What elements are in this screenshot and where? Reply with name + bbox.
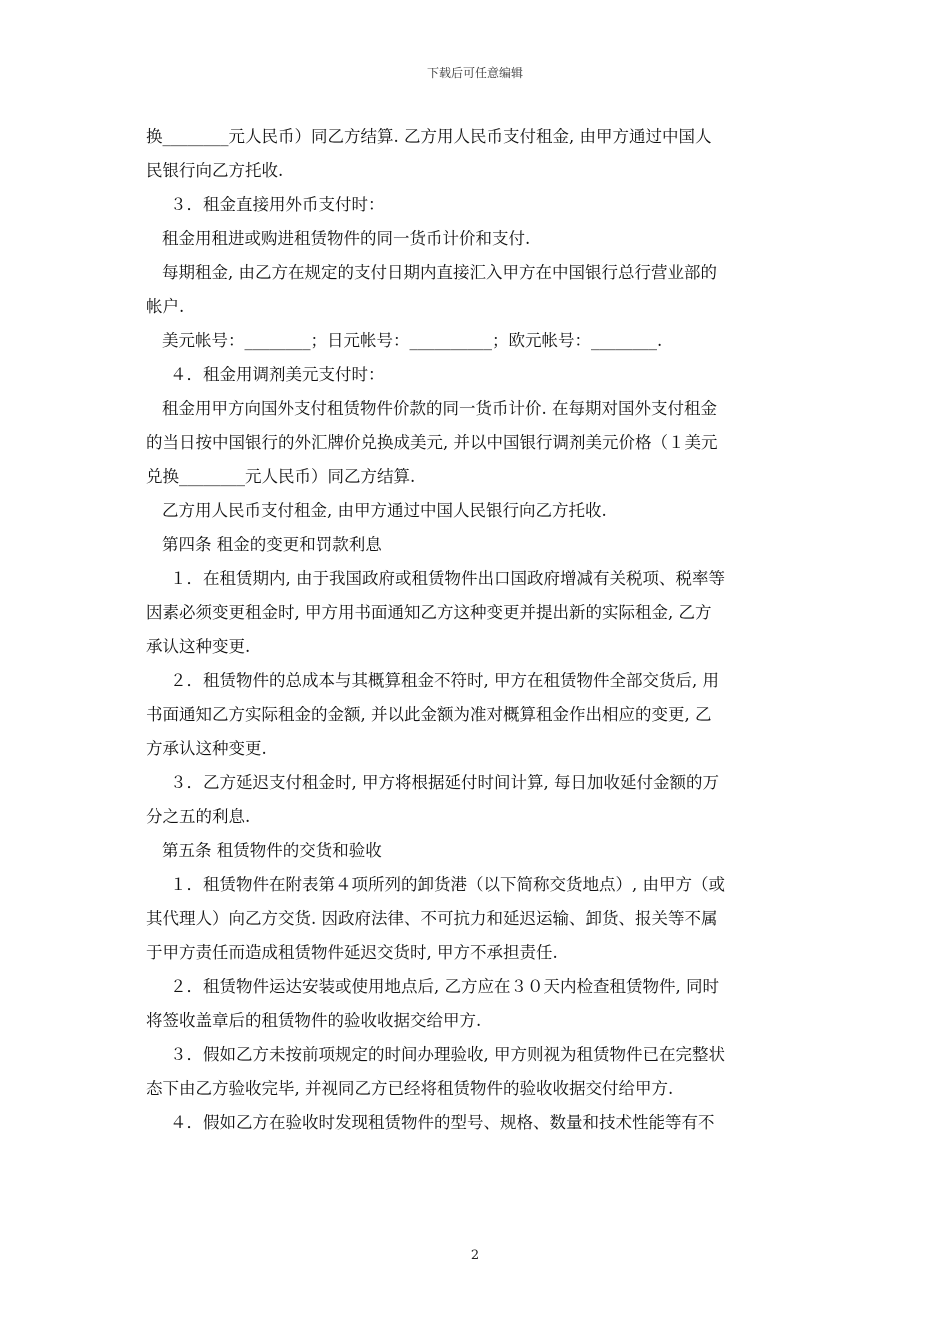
text-line: 因素必须变更租金时, 甲方用书面通知乙方这种变更并提出新的实际租金, 乙方 xyxy=(146,603,712,622)
text-line: ３．租金直接用外币支付时： xyxy=(170,195,385,214)
text-line: 的当日按中国银行的外汇牌价兑换成美元, 并以中国银行调剂美元价格（１美元 xyxy=(146,433,718,452)
text-line: 第五条 租赁物件的交货和验收 xyxy=(162,841,382,860)
text-line: 租金用甲方向国外支付租赁物件价款的同一货币计价. 在每期对国外支付租金 xyxy=(162,399,717,418)
text-line: ２．租赁物件的总成本与其概算租金不符时, 甲方在租赁物件全部交货后, 用 xyxy=(170,671,719,690)
text-line: 帐户. xyxy=(146,297,185,316)
text-line: 每期租金, 由乙方在规定的支付日期内直接汇入甲方在中国银行总行营业部的 xyxy=(162,263,717,282)
text-line: １．租赁物件在附表第４项所列的卸货港（以下简称交货地点）, 由甲方（或 xyxy=(170,875,725,894)
text-line: １．在租赁期内, 由于我国政府或租赁物件出口国政府增减有关税项、税率等 xyxy=(170,569,725,588)
text-line: 民银行向乙方托收. xyxy=(146,161,284,180)
text-line: 态下由乙方验收完毕, 并视同乙方已经将租赁物件的验收收据交付给甲方. xyxy=(146,1079,674,1098)
page-number: 2 xyxy=(470,1248,480,1263)
text-line: 租金用租进或购进租赁物件的同一货币计价和支付. xyxy=(162,229,531,248)
page-header: 下载后可任意编辑 xyxy=(426,66,523,80)
text-line: 其代理人）向乙方交货. 因政府法律、不可抗力和延迟运输、卸货、报关等不属 xyxy=(146,909,718,928)
text-line: ４．租金用调剂美元支付时： xyxy=(170,365,385,384)
text-line: 承认这种变更. xyxy=(146,637,251,656)
text-line: 换________元人民币）同乙方结算. 乙方用人民币支付租金, 由甲方通过中国人 xyxy=(146,127,712,146)
text-line: 将签收盖章后的租赁物件的验收收据交给甲方. xyxy=(146,1011,482,1030)
text-line: 方承认这种变更. xyxy=(146,739,267,758)
text-line: ４．假如乙方在验收时发现租赁物件的型号、规格、数量和技术性能等有不 xyxy=(170,1113,715,1132)
text-line: 美元帐号：________；日元帐号：__________；欧元帐号：________. xyxy=(162,331,663,350)
text-line: ３．假如乙方未按前项规定的时间办理验收, 甲方则视为租赁物件已在完整状 xyxy=(170,1045,725,1064)
text-line: 书面通知乙方实际租金的金额, 并以此金额为准对概算租金作出相应的变更, 乙 xyxy=(146,705,712,724)
text-line: 乙方用人民币支付租金, 由甲方通过中国人民银行向乙方托收. xyxy=(162,501,607,520)
text-line: 分之五的利息. xyxy=(146,807,251,826)
text-line: ２．租赁物件运达安装或使用地点后, 乙方应在３０天内检查租赁物件, 同时 xyxy=(170,977,719,996)
text-line: ３．乙方延迟支付租金时, 甲方将根据延付时间计算, 每日加收延付金额的万 xyxy=(170,773,719,792)
document-body xyxy=(146,120,810,1140)
text-line: 于甲方责任而造成租赁物件延迟交货时, 甲方不承担责任. xyxy=(146,943,558,962)
text-line: 第四条 租金的变更和罚款利息 xyxy=(162,535,382,554)
text-line: 兑换________元人民币）同乙方结算. xyxy=(146,467,416,486)
